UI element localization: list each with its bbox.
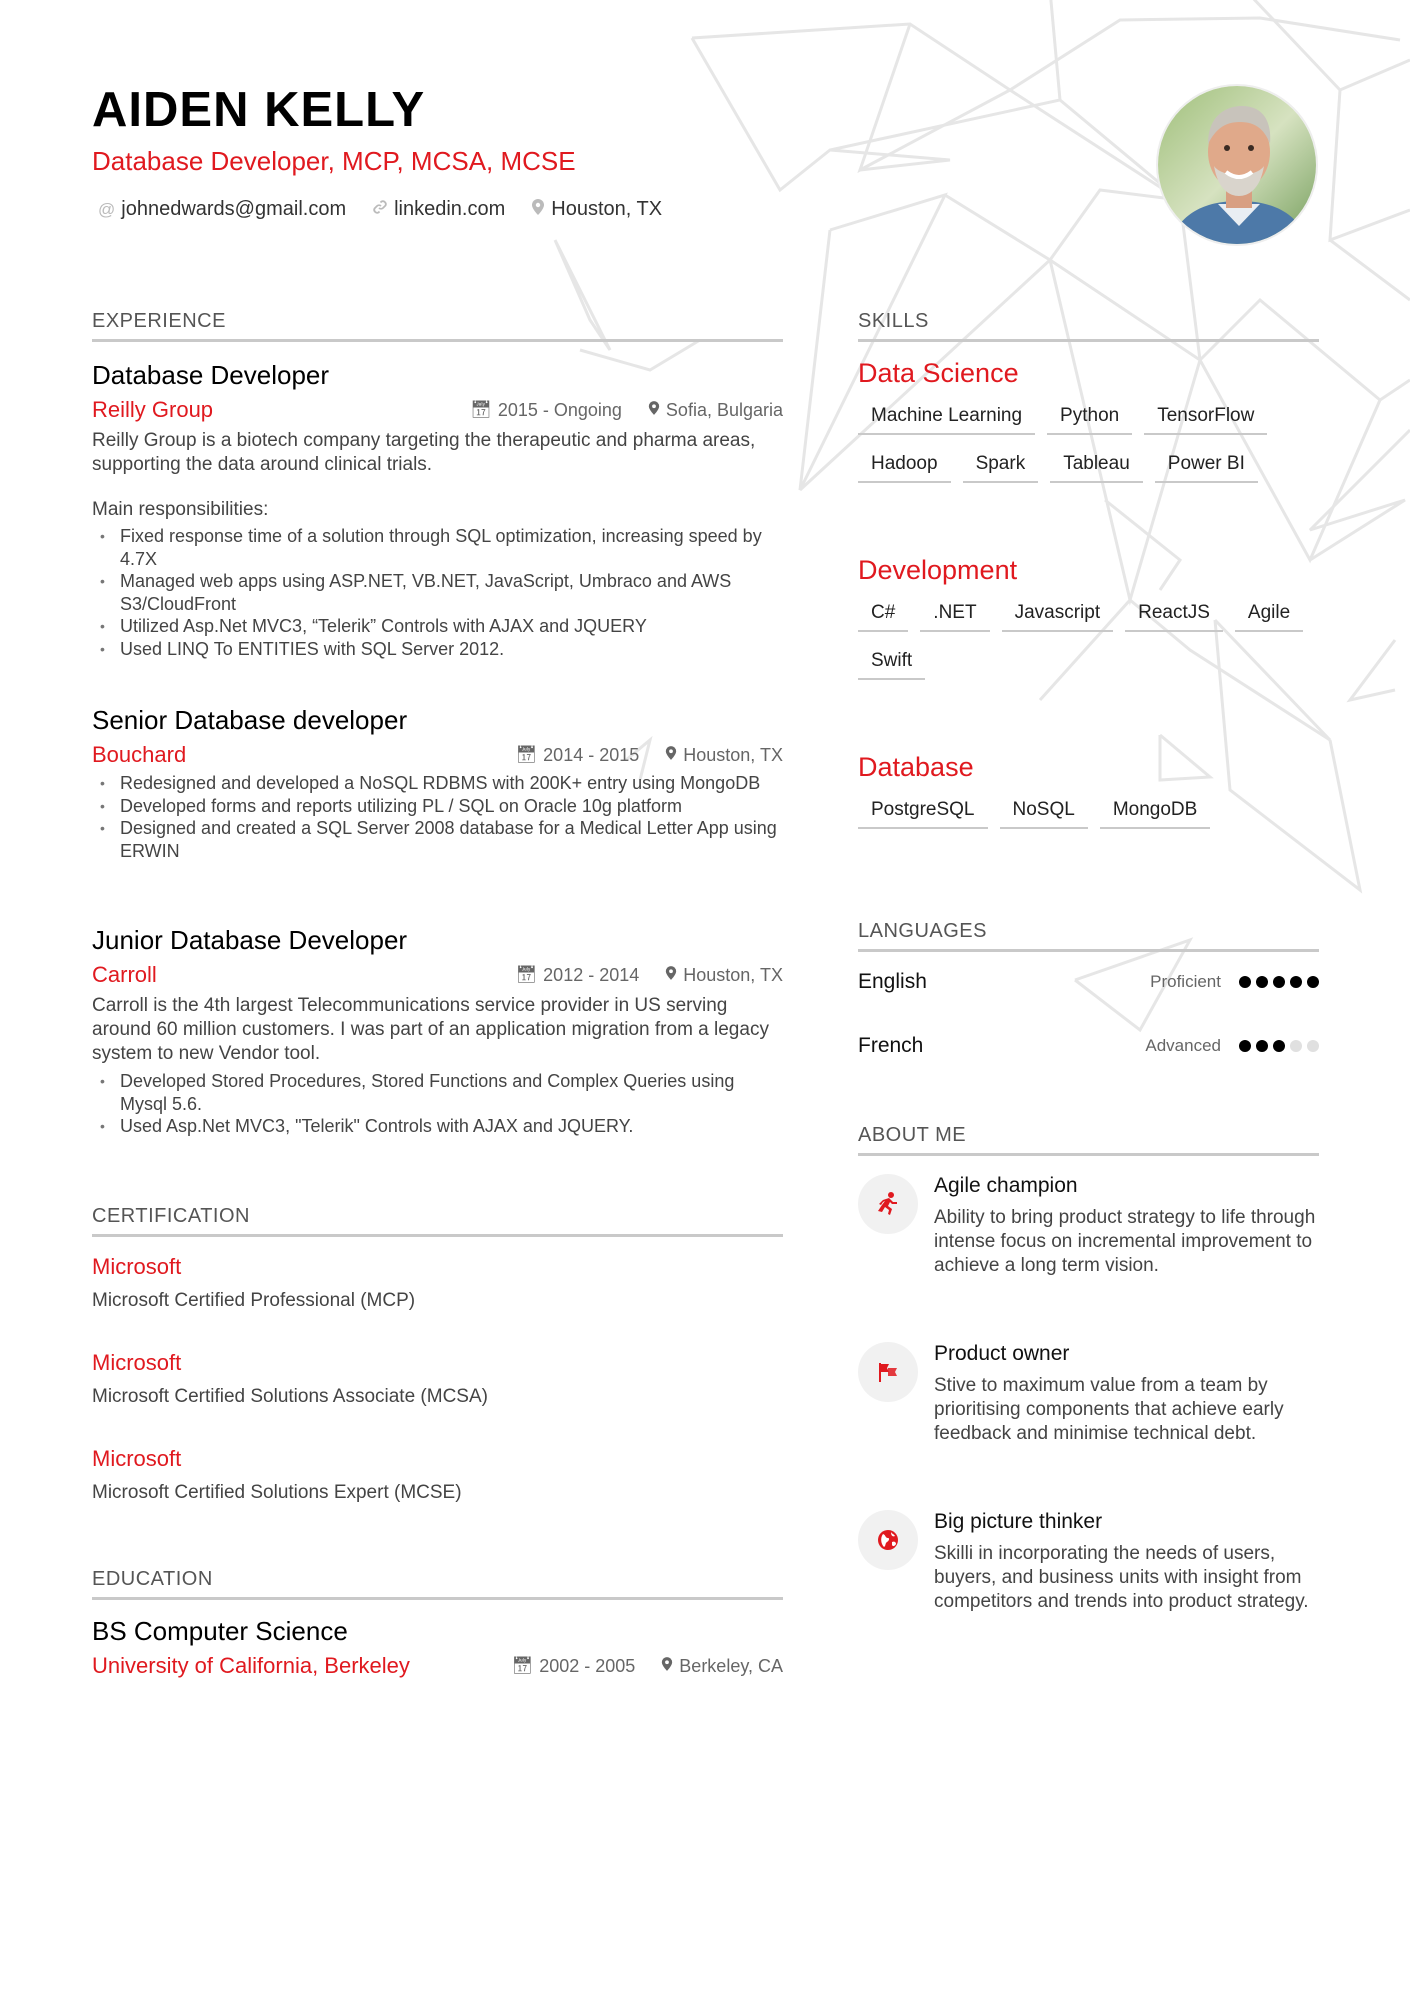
link-icon: [372, 199, 388, 220]
about-item: [858, 1342, 1319, 1446]
skill-tag: MongoDB: [1100, 799, 1211, 829]
skill-tag: Spark: [963, 453, 1039, 483]
contact-location-text: Houston, TX: [551, 198, 663, 220]
skill-group-development: [858, 555, 1319, 680]
education-location: Berkeley, CA: [679, 1655, 783, 1676]
proficiency-dot: [1239, 1040, 1251, 1052]
education-dates: 2002 - 2005: [539, 1655, 636, 1676]
job-dates: 2014 - 2015: [543, 744, 640, 765]
cert-name: Microsoft Certified Professional (MCP): [92, 1290, 416, 1311]
profile-photo: [1156, 84, 1318, 246]
about-section-title: ABOUT ME: [858, 1124, 1319, 1156]
calendar-icon: 📅︎: [515, 745, 538, 764]
list-item: • Designed and created a SQL Server 2008 database for a Medical Letter App using ERWIN: [92, 817, 783, 862]
calendar-icon: 📅︎: [470, 400, 492, 419]
skill-tag: Hadoop: [858, 453, 951, 483]
skill-tag: Tableau: [1050, 453, 1143, 483]
list-item: • Used Asp.Net MVC3, "Telerik" Controls with AJAX and JQUERY.: [92, 1115, 783, 1138]
cert-org: Microsoft: [92, 1350, 182, 1375]
contact-linkedin[interactable]: [372, 198, 505, 221]
certification-item: [92, 1350, 783, 1408]
responsibility-list: [92, 525, 783, 660]
skill-tag: Javascript: [1002, 602, 1114, 632]
proficiency-dot: [1307, 1040, 1319, 1052]
cert-org: Microsoft: [92, 1446, 182, 1471]
location-pin-icon: [648, 400, 660, 421]
about-text: Skilli in incorporating the needs of users, buyers, and business units with insight from competitors and trends into product strategy.: [934, 1543, 1309, 1612]
about-title: Product owner: [934, 1342, 1070, 1365]
job-dates: 2015 - Ongoing: [497, 399, 622, 420]
job-description: Reilly Group is a biotech company targeting the therapeutic and pharma areas, supporting the data around clinical trials.: [92, 430, 756, 475]
list-item: • Developed forms and reports utilizing PL / SQL on Oracle 10g platform: [92, 795, 783, 818]
list-item: • Used LINQ To ENTITIES with SQL Server 2012.: [92, 638, 783, 661]
job-title: Senior Database developer: [92, 705, 408, 735]
skills-section-title: SKILLS: [858, 310, 1319, 342]
education-entry: [92, 1616, 783, 1679]
skill-tag: NoSQL: [1000, 799, 1088, 829]
skill-tag: ReactJS: [1125, 602, 1223, 632]
list-item: • Redesigned and developed a NoSQL RDBMS with 200K+ entry using MongoDB: [92, 772, 783, 795]
skill-category: Development: [858, 555, 1018, 585]
job-location: Houston, TX: [683, 744, 783, 765]
skill-tag: .NET: [920, 602, 989, 632]
candidate-name: AIDEN KELLY: [92, 83, 426, 137]
proficiency-dot: [1290, 1040, 1302, 1052]
school: University of California, Berkeley: [92, 1653, 410, 1678]
language-row: [858, 1034, 1319, 1058]
job-dates: 2012 - 2014: [543, 964, 640, 985]
about-text: Stive to maximum value from a team by prioritising components that achieve early feedback and minimise technical debt.: [934, 1375, 1284, 1444]
skill-group-data-science: [858, 358, 1319, 483]
skill-tag: Agile: [1235, 602, 1303, 632]
experience-section-title: EXPERIENCE: [92, 310, 783, 342]
skill-tag: Power BI: [1155, 453, 1258, 483]
cert-org: Microsoft: [92, 1254, 182, 1279]
calendar-icon: 📅︎: [515, 965, 538, 984]
job-company: Bouchard: [92, 742, 187, 767]
job-company: Carroll: [92, 962, 157, 987]
language-name: French: [858, 1034, 924, 1057]
responsibility-list: [92, 1070, 783, 1138]
job-entry: [92, 360, 783, 660]
responsibility-list: [92, 772, 783, 862]
job-title: Junior Database Developer: [92, 925, 408, 955]
about-item: [858, 1510, 1319, 1614]
skill-tag: Machine Learning: [858, 405, 1035, 435]
list-item: • Developed Stored Procedures, Stored Functions and Complex Queries using Mysql 5.6.: [92, 1070, 783, 1115]
at-sign-icon: @: [98, 199, 116, 219]
skill-category: Database: [858, 752, 974, 782]
proficiency-dots: [1239, 1040, 1319, 1052]
certification-item: [92, 1254, 783, 1312]
location-pin-icon: [531, 198, 545, 221]
job-location: Houston, TX: [683, 964, 783, 985]
proficiency-dots: [1239, 976, 1319, 988]
list-item: • Utilized Asp.Net MVC3, “Telerik” Controls with AJAX and JQUERY: [92, 615, 783, 638]
proficiency-dot: [1307, 976, 1319, 988]
job-location: Sofia, Bulgaria: [665, 399, 783, 420]
about-title: Big picture thinker: [934, 1510, 1103, 1533]
cert-name: Microsoft Certified Solutions Expert (MCSE): [92, 1482, 462, 1503]
skill-group-database: [858, 752, 1319, 829]
flags-icon: [858, 1342, 918, 1402]
degree: BS Computer Science: [92, 1616, 348, 1646]
language-level: Proficient: [1150, 972, 1221, 991]
certification-section-title: CERTIFICATION: [92, 1205, 783, 1237]
job-title: Database Developer: [92, 360, 330, 390]
skill-tag: Swift: [858, 650, 925, 680]
job-description: Carroll is the 4th largest Telecommunications service provider in US serving around 60 million customers. I was part of an application migration from a legacy system to new Vendor tool.: [92, 995, 769, 1064]
education-section-title: EDUCATION: [92, 1568, 783, 1600]
location-pin-icon: [661, 1656, 673, 1677]
about-title: Agile champion: [934, 1174, 1078, 1197]
running-person-icon: [858, 1174, 918, 1234]
list-item: • Managed web apps using ASP.NET, VB.NET, JavaScript, Umbraco and AWS S3/CloudFront: [92, 570, 783, 615]
contact-email-text: johnedwards@gmail.com: [121, 198, 347, 220]
proficiency-dot: [1290, 976, 1302, 988]
job-entry: [92, 925, 783, 1138]
certification-item: [92, 1446, 783, 1504]
contact-bar: [98, 198, 662, 221]
proficiency-dot: [1256, 976, 1268, 988]
skill-tag: PostgreSQL: [858, 799, 988, 829]
skill-tag: Python: [1047, 405, 1132, 435]
proficiency-dot: [1239, 976, 1251, 988]
list-item: • Fixed response time of a solution through SQL optimization, increasing speed by 4.7X: [92, 525, 783, 570]
cert-name: Microsoft Certified Solutions Associate (MCSA): [92, 1386, 488, 1407]
about-text: Ability to bring product strategy to life through intense focus on incremental improvement to achieve a long term vision.: [934, 1207, 1316, 1276]
proficiency-dot: [1273, 976, 1285, 988]
language-row: [858, 970, 1319, 994]
skill-category: Data Science: [858, 358, 1019, 388]
job-entry: [92, 705, 783, 862]
proficiency-dot: [1256, 1040, 1268, 1052]
responsibilities-heading: Main responsibilities:: [92, 499, 269, 520]
language-name: English: [858, 970, 927, 993]
contact-location: [531, 198, 662, 221]
about-item: [858, 1174, 1319, 1278]
candidate-role: Database Developer, MCP, MCSA, MCSE: [92, 146, 576, 176]
contact-linkedin-text: linkedin.com: [394, 198, 506, 220]
proficiency-dot: [1273, 1040, 1285, 1052]
calendar-icon: 📅︎: [511, 1656, 534, 1675]
location-pin-icon: [665, 965, 677, 986]
skill-tag: C#: [858, 602, 908, 632]
location-pin-icon: [665, 745, 677, 766]
languages-section-title: LANGUAGES: [858, 920, 1319, 952]
language-level: Advanced: [1145, 1036, 1221, 1055]
contact-email[interactable]: [98, 198, 346, 221]
globe-icon: [858, 1510, 918, 1570]
skill-tag: TensorFlow: [1144, 405, 1267, 435]
job-company: Reilly Group: [92, 397, 214, 422]
